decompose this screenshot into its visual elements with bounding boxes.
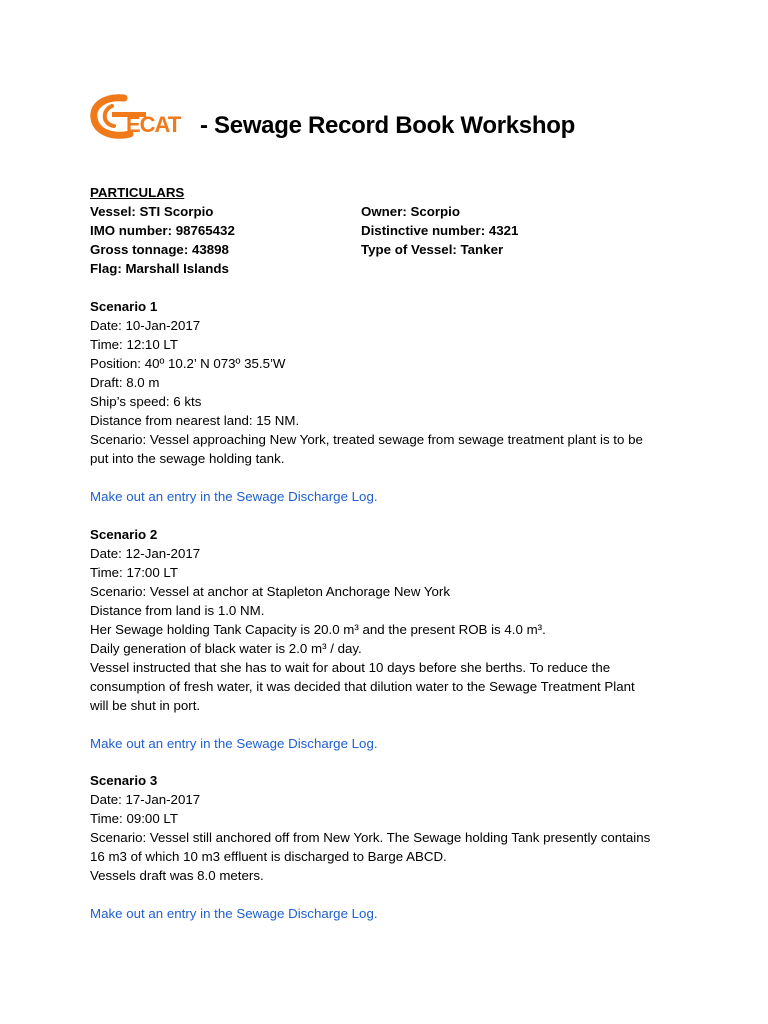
vessel-name: Vessel: STI Scorpio [90, 204, 214, 219]
gross-tonnage: Gross tonnage: 43898 [90, 242, 229, 257]
scenario-3-description-cont: 16 m3 of which 10 m3 effluent is discharged to Barge ABCD. [90, 849, 447, 864]
distinctive-number: Distinctive number: 4321 [361, 223, 519, 238]
imo-number: IMO number: 98765432 [90, 223, 235, 238]
scenario-2-distance: Distance from land is 1.0 NM. [90, 603, 265, 618]
vessel-type: Type of Vessel: Tanker [361, 242, 504, 257]
scenario-3-draft: Vessels draft was 8.0 meters. [90, 868, 264, 883]
scenario-2-time: Time: 17:00 LT [90, 565, 178, 580]
ecat-logo [90, 92, 198, 142]
scenario-1-description: Scenario: Vessel approaching New York, treated sewage from sewage treatment plant is to be [90, 432, 643, 447]
logo-text: ECAT [126, 112, 181, 137]
scenario-3-description: Scenario: Vessel still anchored off from New York. The Sewage holding Tank presently contains [90, 830, 651, 845]
scenario-1-speed: Ship’s speed: 6 kts [90, 394, 202, 409]
scenario-1-description-cont: put into the sewage holding tank. [90, 451, 285, 466]
scenario-1-date: Date: 10-Jan-2017 [90, 318, 201, 333]
scenario-2-heading: Scenario 2 [90, 527, 158, 542]
scenario-1-draft: Draft: 8.0 m [90, 375, 160, 390]
flag: Flag: Marshall Islands [90, 261, 229, 276]
scenario-2-date: Date: 12-Jan-2017 [90, 546, 201, 561]
scenario-2-tank-capacity: Her Sewage holding Tank Capacity is 20.0 m³ and the present ROB is 4.0 m³. [90, 622, 546, 637]
owner: Owner: Scorpio [361, 204, 460, 219]
scenario-3-time: Time: 09:00 LT [90, 811, 178, 826]
scenario-1-instruction: Make out an entry in the Sewage Discharge Log. [90, 489, 378, 504]
scenario-1-heading: Scenario 1 [90, 299, 158, 314]
scenario-3-heading: Scenario 3 [90, 773, 158, 788]
scenario-2-instructions: Vessel instructed that she has to wait for about 10 days before she berths. To reduce the [90, 660, 611, 675]
page-title: - Sewage Record Book Workshop [200, 112, 575, 139]
scenario-2-instruction: Make out an entry in the Sewage Discharge Log. [90, 736, 378, 751]
scenario-2-description: Scenario: Vessel at anchor at Stapleton Anchorage New York [90, 584, 450, 599]
scenario-3-instruction: Make out an entry in the Sewage Discharge Log. [90, 906, 378, 921]
particulars-heading: PARTICULARS [90, 185, 185, 200]
scenario-3-date: Date: 17-Jan-2017 [90, 792, 201, 807]
scenario-1-distance: Distance from nearest land: 15 NM. [90, 413, 300, 428]
scenario-2-instructions-cont: consumption of fresh water, it was decided that dilution water to the Sewage Treatment Plant [90, 679, 635, 694]
document-header [90, 92, 730, 148]
scenario-1-position: Position: 40º 10.2’ N 073º 35.5’W [90, 356, 286, 371]
scenario-2-instructions-end: will be shut in port. [90, 698, 201, 713]
scenario-1-time: Time: 12:10 LT [90, 337, 178, 352]
scenario-2-daily-generation: Daily generation of black water is 2.0 m³ / day. [90, 641, 362, 656]
